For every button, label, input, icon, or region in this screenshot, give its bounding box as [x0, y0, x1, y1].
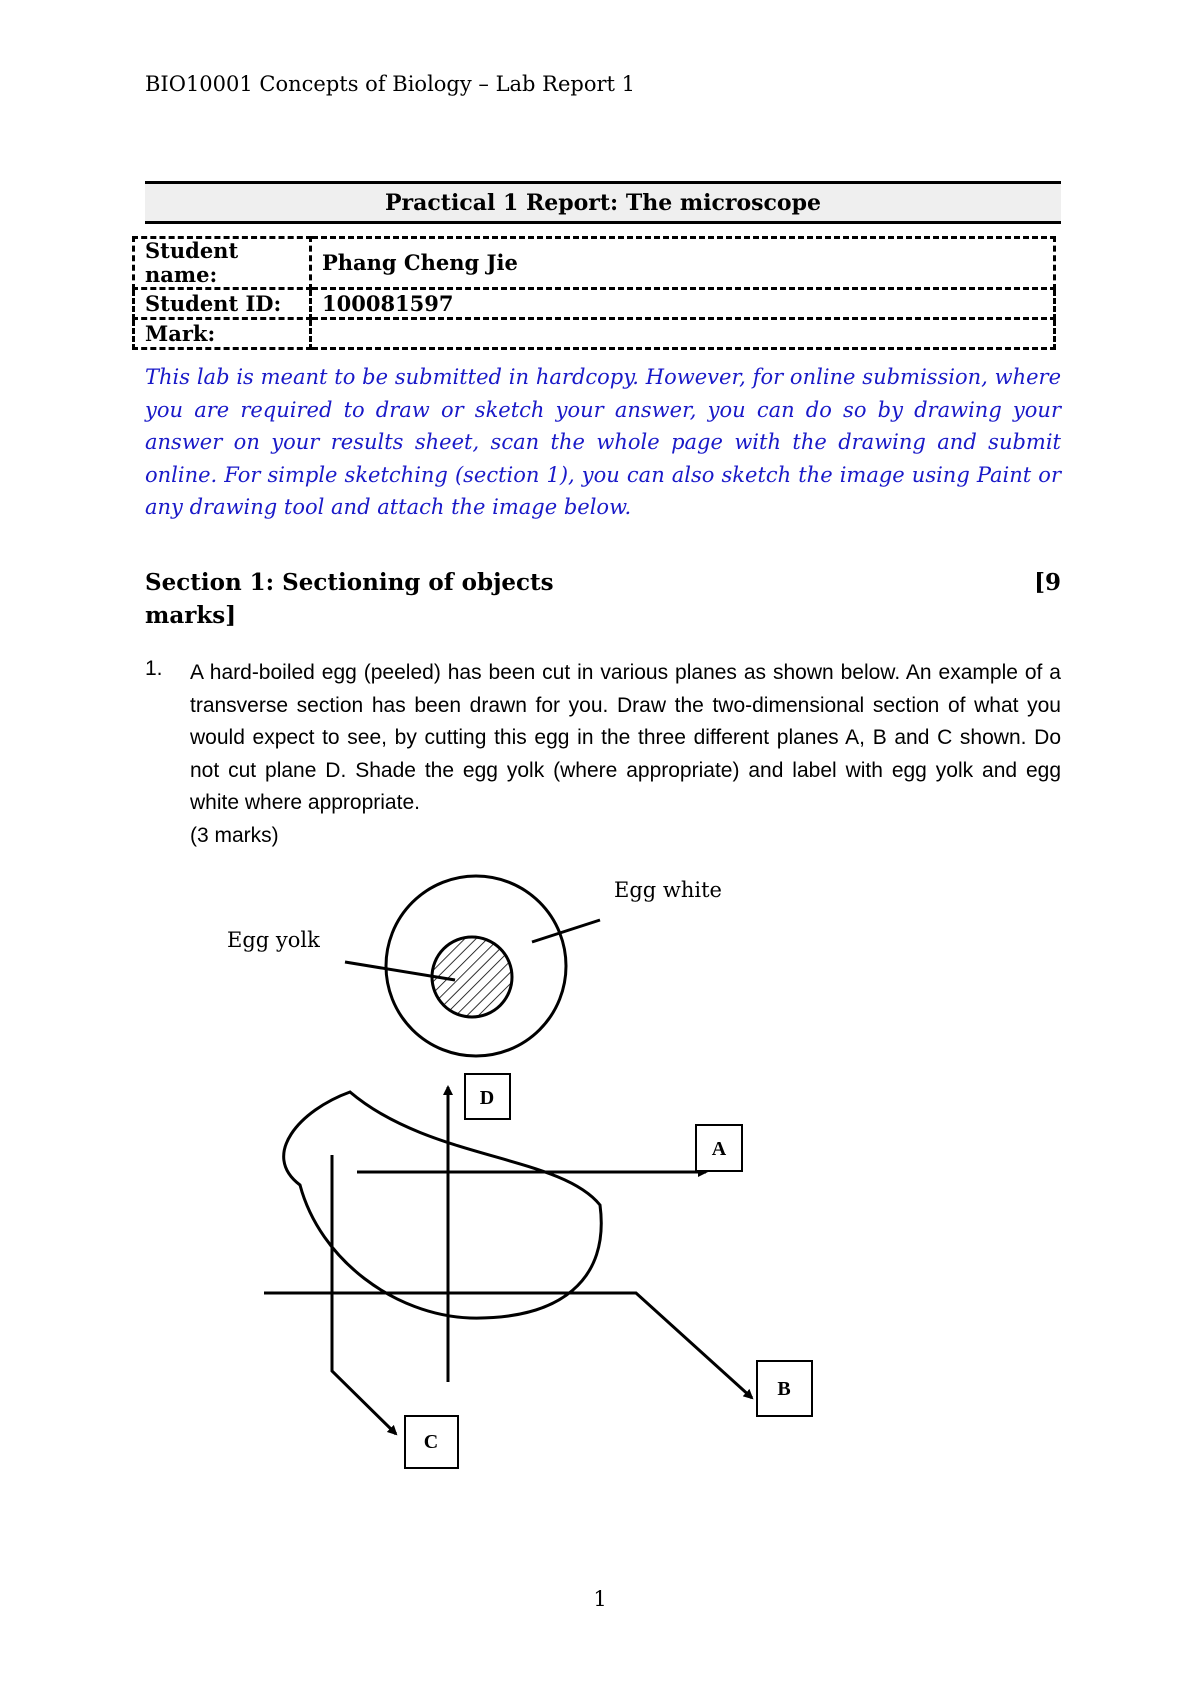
student-id-value[interactable]: 100081597 [311, 289, 1055, 319]
report-title: Practical 1 Report: The microscope [385, 189, 821, 216]
student-name-value[interactable]: Phang Cheng Jie [311, 238, 1055, 289]
section-title: Section 1: Sectioning of objects [145, 569, 554, 596]
page-number: 1 [593, 1587, 607, 1611]
student-id-label: Student ID: [134, 289, 311, 319]
egg-yolk-label: Egg yolk [227, 928, 320, 952]
plane-a-label: A [711, 1138, 727, 1160]
egg-white-pointer [532, 920, 600, 942]
section-marks: [9 [1034, 569, 1061, 596]
plane-b-line [264, 1293, 752, 1398]
question-number: 1. [145, 657, 163, 680]
plane-d-label: D [479, 1087, 495, 1109]
egg-white-label: Egg white [614, 878, 722, 902]
mark-label: Mark: [134, 319, 311, 349]
section-marks-continued: marks] [145, 602, 237, 629]
question-body: A hard-boiled egg (peeled) has been cut in various planes as shown below. An example of a transverse section has been drawn for you. Draw the two-dimensional section of what you would expect to see, by cutting this egg in the three different planes A, B and C shown. Do not cut plane D. Shade the egg yolk (where appropriate) and label with egg yolk and egg white where appropriate. [190, 661, 1061, 814]
submission-instructions: This lab is meant to be submitted in hardcopy. However, for online submission, where you are required to draw or sketch your answer, you can do so by drawing your answer on your results sheet, scan the whole page with the drawing and submit online. For simple sketching (section 1), you can also sketch the image using Paint or any drawing tool and attach the image below. [145, 365, 1061, 519]
student-name-label: Student name: [134, 238, 311, 289]
running-header: BIO10001 Concepts of Biology – Lab Report 1 [145, 72, 636, 96]
plane-b-label: B [777, 1378, 791, 1400]
plane-c-label: C [423, 1431, 439, 1453]
question-marks: (3 marks) [190, 823, 279, 847]
